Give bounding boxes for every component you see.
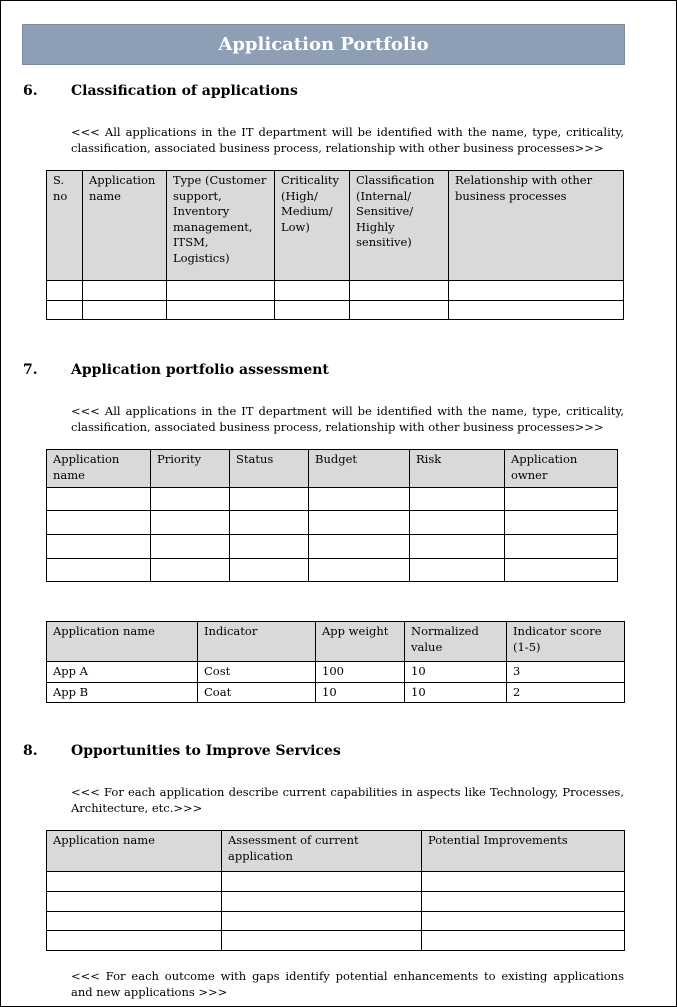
table-cell[interactable]: 10: [316, 682, 405, 703]
classification-table: [46, 170, 624, 320]
column-header: Normalized value: [405, 622, 507, 662]
column-header: Potential Improvements: [422, 831, 625, 872]
table-header-row: [47, 450, 618, 488]
table-cell[interactable]: [230, 511, 309, 535]
table-cell[interactable]: [410, 535, 505, 559]
table-cell[interactable]: [167, 281, 275, 301]
table-cell[interactable]: [230, 488, 309, 511]
improvements-table: [46, 830, 625, 951]
column-header: Status: [230, 450, 309, 488]
table-cell[interactable]: [449, 281, 624, 301]
column-header: Application name: [83, 171, 167, 281]
table-cell[interactable]: [449, 301, 624, 320]
table-cell[interactable]: App A: [47, 662, 198, 683]
section-8-note: <<< For each application describe current capabilities in aspects like Technology, Processes, Architecture, etc.>>>: [71, 785, 624, 815]
table-cell[interactable]: [422, 931, 625, 951]
table-cell[interactable]: Cost: [198, 662, 316, 683]
table-row: [47, 559, 618, 582]
section-title: Opportunities to Improve Services: [71, 743, 341, 759]
table-cell[interactable]: [309, 535, 410, 559]
column-header: S. no: [47, 171, 83, 281]
column-header: Application name: [47, 831, 222, 872]
column-header: Indicator score (1-5): [507, 622, 625, 662]
table-cell[interactable]: 2: [507, 682, 625, 703]
section-title: Application portfolio assessment: [71, 362, 329, 378]
section-number: 7.: [23, 362, 38, 378]
table-cell[interactable]: [505, 488, 618, 511]
section-7-note: <<< All applications in the IT department will be identified with the name, type, criticality, classification, associated business process, relationship with other business processes>>>: [71, 404, 624, 434]
column-header: Priority: [151, 450, 230, 488]
table-cell[interactable]: [309, 559, 410, 582]
table-cell[interactable]: [309, 488, 410, 511]
table-cell[interactable]: [422, 872, 625, 892]
section-6-note: <<< All applications in the IT department will be identified with the name, type, criticality, classification, associated business process, relationship with other business processes>>>: [71, 125, 624, 155]
table-row: [47, 535, 618, 559]
table-row: [47, 488, 618, 511]
table-cell[interactable]: 3: [507, 662, 625, 683]
section-7-heading: [23, 362, 329, 378]
table-cell[interactable]: 100: [316, 662, 405, 683]
assessment-table: [46, 449, 618, 582]
table-cell[interactable]: [151, 488, 230, 511]
table-row: [47, 872, 625, 892]
column-header: Application name: [47, 450, 151, 488]
section-8-note-2: <<< For each outcome with gaps identify potential enhancements to existing applications and new applications >>>: [71, 969, 624, 999]
table-cell[interactable]: [410, 488, 505, 511]
table-cell[interactable]: [222, 892, 422, 912]
section-number: 6.: [23, 83, 38, 99]
table-cell[interactable]: [47, 488, 151, 511]
table-cell[interactable]: [422, 892, 625, 912]
table-cell[interactable]: [222, 931, 422, 951]
table-header-row: [47, 171, 624, 281]
table-cell[interactable]: [151, 511, 230, 535]
table-cell[interactable]: [422, 912, 625, 931]
table-row: [47, 682, 625, 703]
table-cell[interactable]: [309, 511, 410, 535]
column-header: Risk: [410, 450, 505, 488]
table-cell[interactable]: [505, 535, 618, 559]
table-row: [47, 931, 625, 951]
table-row: [47, 281, 624, 301]
section-number: 8.: [23, 743, 38, 759]
table-row: [47, 301, 624, 320]
column-header: Classification (Internal/ Sensitive/ Highly sensitive): [350, 171, 449, 281]
table-cell[interactable]: [47, 535, 151, 559]
document-title: Application Portfolio: [22, 24, 625, 65]
column-header: Application name: [47, 622, 198, 662]
table-cell[interactable]: [505, 559, 618, 582]
table-cell[interactable]: [222, 872, 422, 892]
column-header: Criticality (High/ Medium/ Low): [275, 171, 350, 281]
section-title: Classification of applications: [71, 83, 298, 99]
table-cell[interactable]: Coat: [198, 682, 316, 703]
table-cell[interactable]: [47, 301, 83, 320]
column-header: Assessment of current application: [222, 831, 422, 872]
table-cell[interactable]: [47, 281, 83, 301]
table-cell[interactable]: [350, 301, 449, 320]
table-row: [47, 912, 625, 931]
table-header-row: [47, 622, 625, 662]
table-cell[interactable]: [83, 281, 167, 301]
column-header: Budget: [309, 450, 410, 488]
table-cell[interactable]: [167, 301, 275, 320]
table-cell[interactable]: [275, 281, 350, 301]
table-cell[interactable]: [47, 511, 151, 535]
column-header: Relationship with other business processes: [449, 171, 624, 281]
table-cell[interactable]: [47, 931, 222, 951]
table-cell[interactable]: App B: [47, 682, 198, 703]
table-cell[interactable]: 10: [405, 682, 507, 703]
column-header: Application owner: [505, 450, 618, 488]
table-cell[interactable]: [47, 559, 151, 582]
table-cell[interactable]: [222, 912, 422, 931]
table-cell[interactable]: [47, 872, 222, 892]
section-6-heading: [23, 83, 298, 99]
table-cell[interactable]: [47, 912, 222, 931]
table-cell[interactable]: [151, 535, 230, 559]
column-header: Type (Customer support, Inventory management, ITSM, Logistics): [167, 171, 275, 281]
table-cell[interactable]: [230, 559, 309, 582]
table-cell[interactable]: [410, 559, 505, 582]
table-cell[interactable]: [350, 281, 449, 301]
table-row: [47, 892, 625, 912]
table-cell[interactable]: 10: [405, 662, 507, 683]
column-header: Indicator: [198, 622, 316, 662]
table-cell[interactable]: [47, 892, 222, 912]
table-cell[interactable]: [505, 511, 618, 535]
section-8-heading: [23, 743, 341, 759]
table-cell[interactable]: [83, 301, 167, 320]
table-cell[interactable]: [230, 535, 309, 559]
table-row: [47, 662, 625, 683]
table-header-row: [47, 831, 625, 872]
table-cell[interactable]: [410, 511, 505, 535]
table-row: [47, 511, 618, 535]
table-cell[interactable]: [151, 559, 230, 582]
table-cell[interactable]: [275, 301, 350, 320]
indicator-table: [46, 621, 625, 703]
column-header: App weight: [316, 622, 405, 662]
